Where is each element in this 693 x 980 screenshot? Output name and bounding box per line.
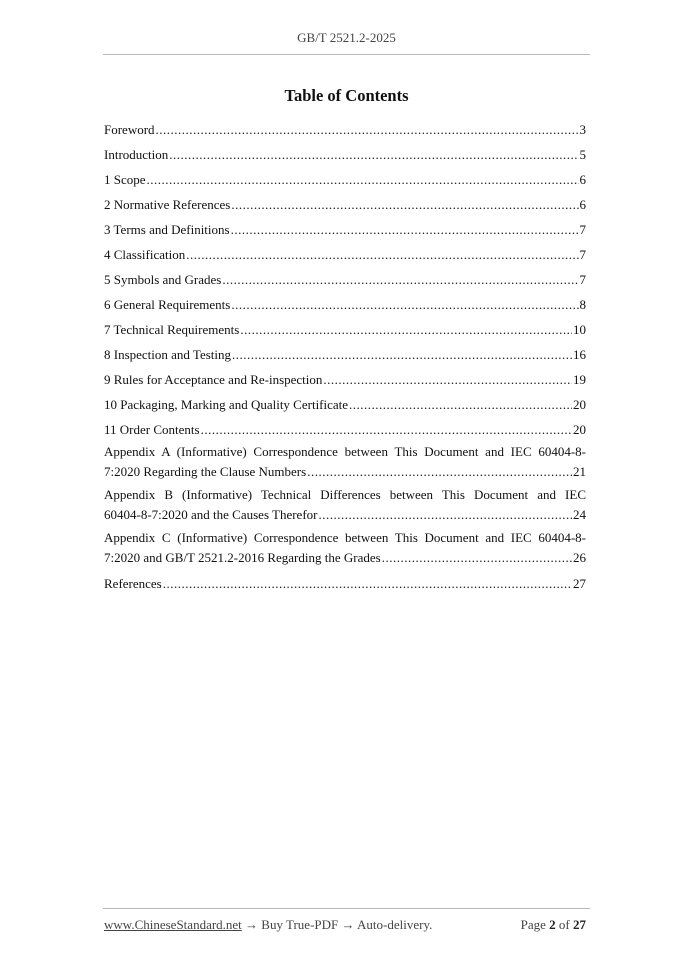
toc-entry-inspection-testing[interactable] bbox=[104, 342, 586, 367]
toc-entry-packaging-marking[interactable] bbox=[104, 392, 586, 417]
toc-list bbox=[104, 117, 586, 596]
toc-entry-introduction[interactable] bbox=[104, 142, 586, 167]
toc-entry-normative-references[interactable] bbox=[104, 192, 586, 217]
toc-entry-title: References bbox=[104, 576, 162, 591]
toc-entry-classification[interactable] bbox=[104, 242, 586, 267]
toc-leader-dots bbox=[169, 142, 578, 167]
toc-entry-title: 2 Normative References bbox=[104, 197, 231, 212]
toc-entry-title: 9 Rules for Acceptance and Re-inspection bbox=[104, 372, 323, 387]
toc-leader-dots bbox=[307, 462, 572, 482]
toc-entry-page: 16 bbox=[573, 347, 586, 362]
toc-entry-page: 8 bbox=[579, 297, 586, 312]
toc-entry-title: 3 Terms and Definitions bbox=[104, 222, 230, 237]
toc-leader-dots bbox=[186, 242, 578, 267]
toc-entry-title-line2: 7:2020 Regarding the Clause Numbers bbox=[104, 464, 307, 479]
toc-leader-dots bbox=[147, 167, 579, 192]
toc-leader-dots bbox=[240, 317, 572, 342]
toc-entry-appendix-b[interactable] bbox=[104, 485, 586, 528]
site-link[interactable]: www.ChineseStandard.net bbox=[104, 917, 242, 932]
toc-entry-title-line1: Appendix C (Informative) Correspondence between This Document and IEC 60404-8- bbox=[104, 530, 586, 545]
toc-entry-page: 6 bbox=[579, 197, 586, 212]
of-word: of bbox=[558, 917, 570, 932]
toc-leader-dots bbox=[349, 392, 572, 417]
page-word: Page bbox=[520, 917, 546, 932]
toc-entry-foreword[interactable] bbox=[104, 117, 586, 142]
toc-entry-page: 27 bbox=[573, 576, 586, 591]
toc-entry-references[interactable] bbox=[104, 571, 586, 596]
toc-leader-dots bbox=[231, 217, 579, 242]
toc-entry-scope[interactable] bbox=[104, 167, 586, 192]
toc-entry-page: 6 bbox=[579, 172, 586, 187]
toc-entry-title: 6 General Requirements bbox=[104, 297, 231, 312]
toc-entry-title: 7 Technical Requirements bbox=[104, 322, 240, 337]
page-number bbox=[521, 917, 586, 933]
toc-entry-title-line2: 7:2020 and GB/T 2521.2-2016 Regarding the Grades bbox=[104, 550, 381, 565]
toc-entry-page: 21 bbox=[573, 464, 586, 479]
toc-entry-page: 10 bbox=[573, 322, 586, 337]
page-footer bbox=[104, 917, 586, 933]
toc-leader-dots bbox=[318, 505, 572, 525]
toc-entry-page: 20 bbox=[573, 397, 586, 412]
toc-title: Table of Contents bbox=[284, 86, 409, 105]
toc-entry-title: 1 Scope bbox=[104, 172, 146, 187]
toc-leader-dots bbox=[382, 548, 572, 568]
toc-entry-page: 20 bbox=[573, 422, 586, 437]
toc-entry-title: 10 Packaging, Marking and Quality Certificate bbox=[104, 397, 349, 412]
page-header: GB/T 2521.2-2025 bbox=[297, 30, 396, 45]
toc-entry-title: 11 Order Contents bbox=[104, 422, 200, 437]
current-page: 2 bbox=[549, 917, 556, 932]
toc-leader-dots bbox=[231, 192, 578, 217]
toc-entry-title: 4 Classification bbox=[104, 247, 186, 262]
toc-entry-page: 3 bbox=[579, 122, 586, 137]
toc-entry-symbols-grades[interactable] bbox=[104, 267, 586, 292]
toc-entry-terms-definitions[interactable] bbox=[104, 217, 586, 242]
toc-leader-dots bbox=[163, 571, 572, 596]
toc-leader-dots bbox=[232, 342, 572, 367]
toc-entry-page: 5 bbox=[579, 147, 586, 162]
toc-entry-page: 19 bbox=[573, 372, 586, 387]
toc-entry-title: Foreword bbox=[104, 122, 155, 137]
toc-entry-page: 7 bbox=[579, 272, 586, 287]
toc-entry-title-line2: 60404-8-7:2020 and the Causes Therefor bbox=[104, 507, 318, 522]
toc-entry-appendix-a[interactable] bbox=[104, 442, 586, 485]
total-pages: 27 bbox=[573, 917, 586, 932]
toc-leader-dots bbox=[156, 117, 579, 142]
footer-promo-text: → Buy True-PDF → Auto-delivery. bbox=[241, 917, 433, 932]
toc-leader-dots bbox=[201, 417, 572, 442]
toc-entry-appendix-c[interactable] bbox=[104, 528, 586, 571]
toc-leader-dots bbox=[323, 367, 572, 392]
footer-divider bbox=[103, 908, 590, 909]
toc-entry-page: 7 bbox=[579, 247, 586, 262]
toc-entry-title-line1: Appendix A (Informative) Correspondence between This Document and IEC 60404-8- bbox=[104, 444, 586, 459]
toc-leader-dots bbox=[231, 292, 578, 317]
toc-leader-dots bbox=[222, 267, 578, 292]
toc-entry-page: 26 bbox=[573, 550, 586, 565]
toc-entry-page: 24 bbox=[573, 507, 586, 522]
toc-entry-title: 5 Symbols and Grades bbox=[104, 272, 222, 287]
toc-entry-technical-requirements[interactable] bbox=[104, 317, 586, 342]
toc-entry-acceptance-reinspection[interactable] bbox=[104, 367, 586, 392]
footer-promo bbox=[104, 917, 432, 933]
header-divider bbox=[103, 54, 590, 55]
toc-entry-page: 7 bbox=[579, 222, 586, 237]
toc-entry-title: 8 Inspection and Testing bbox=[104, 347, 232, 362]
toc-entry-title: Introduction bbox=[104, 147, 169, 162]
toc-entry-title-line1: Appendix B (Informative) Technical Differences between This Document and IEC bbox=[104, 487, 586, 502]
toc-entry-order-contents[interactable] bbox=[104, 417, 586, 442]
toc-entry-general-requirements[interactable] bbox=[104, 292, 586, 317]
